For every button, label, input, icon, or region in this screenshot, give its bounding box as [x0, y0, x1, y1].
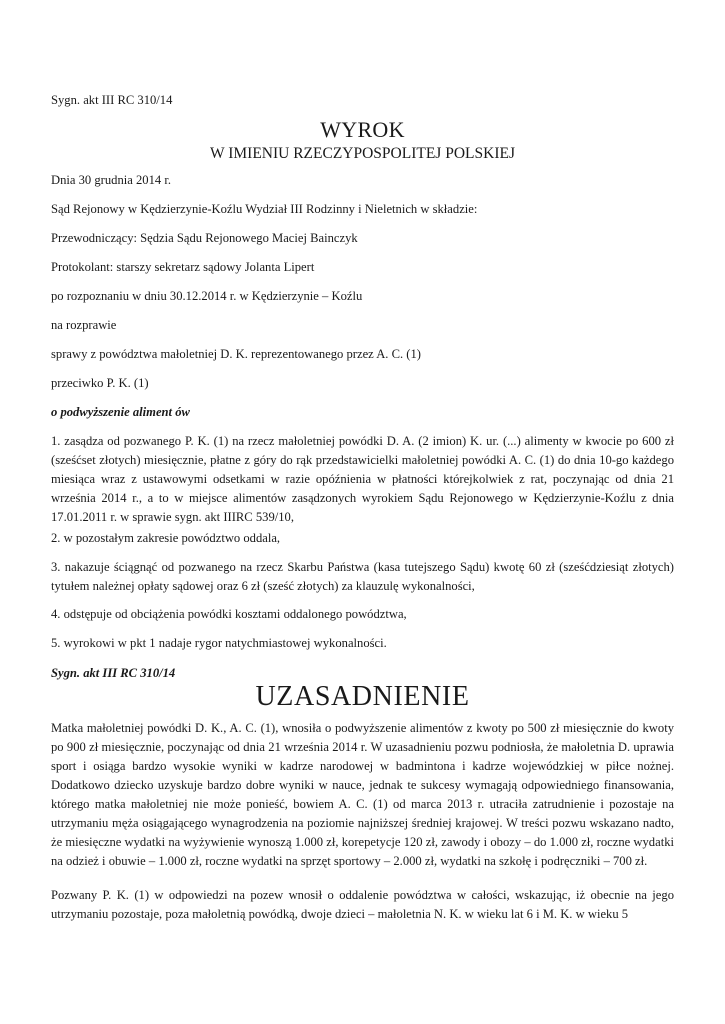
document-title: WYROK — [320, 117, 405, 142]
ruling-item-4: 4. odstępuje od obciążenia powódki kosztami oddalonego powództwa, — [51, 607, 407, 621]
case-reference-2: Sygn. akt III RC 310/14 — [51, 666, 176, 680]
case-line: sprawy z powództwa małoletniej D. K. reprezentowanego przez A. C. (1) — [51, 347, 421, 361]
date-line: Dnia 30 grudnia 2014 r. — [51, 173, 171, 187]
court-line: Sąd Rejonowy w Kędzierzynie-Koźlu Wydział III Rodzinny i Nieletnich w składzie: — [51, 202, 478, 216]
hearing-line: po rozpoznaniu w dniu 30.12.2014 r. w Kędzierzynie – Koźlu — [51, 289, 363, 303]
document-subtitle: W IMIENIU RZECZYPOSPOLITEJ POLSKIEJ — [210, 145, 515, 162]
ruling-item-5: 5. wyrokowi w pkt 1 nadaje rygor natychmiastowej wykonalności. — [51, 636, 387, 650]
justification-paragraph-2: Pozwany P. K. (1) w odpowiedzi na pozew wnosił o oddalenie powództwa w całości, wskazując, iż obecnie na jego utrzymaniu pozostaje, poza małoletnią powódką, dwoje dzieci – małoletnia N. K. w wieku lat 6 i M. K. w wieku 5 — [51, 888, 674, 921]
session-line: na rozprawie — [51, 318, 117, 332]
ruling-item-3: 3. nakazuje ściągnąć od pozwanego na rzecz Skarbu Państwa (kasa tutejszego Sądu) kwotę 60 zł (sześćdziesiąt złotych) tytułem należnej opłaty sądowej oraz 6 zł (sześć złotych) za klauzulę wykonalności, — [51, 560, 674, 593]
chair-line: Przewodniczący: Sędzia Sądu Rejonowego Maciej Bainczyk — [51, 231, 358, 245]
justification-title: UZASADNIENIE — [255, 681, 470, 712]
case-reference: Sygn. akt III RC 310/14 — [51, 93, 173, 107]
ruling-item-2: 2. w pozostałym zakresie powództwo oddala, — [51, 531, 281, 545]
ruling-item-1: 1. zasądza od pozwanego P. K. (1) na rzecz małoletniej powódki D. A. (2 imion) K. ur. (...) alimenty w kwocie po 600 zł (sześćset złotych) miesięcznie, płatne z góry do rąk przedstawicielki małoletniej powódki A. C. (1) do dnia 10-go każdego miesiąca wraz z ustawowymi odsetkami w razie opóźnienia w płatności którejkolwiek z rat, poczynając od dnia 21 września 2014 r., a to w miejsce alimentów zasądzonych wyrokiem Sądu Rejonowego w Kędzierzynie-Koźlu z dnia 17.01.2011 r. w sprawie sygn. akt IIIRC 539/10, — [51, 434, 674, 524]
clerk-line: Protokolant: starszy sekretarz sądowy Jolanta Lipert — [51, 260, 315, 274]
subject-line: o podwyższenie aliment ów — [51, 405, 190, 419]
against-line: przeciwko P. K. (1) — [51, 376, 149, 390]
justification-paragraph-1: Matka małoletniej powódki D. K., A. C. (1), wnosiła o podwyższenie alimentów z kwoty po 500 zł miesięcznie do kwoty po 900 zł miesięcznie, poczynając od dnia 21 września 2014 r. W uzasadnieniu pozwu podniosła, że małoletnia D. uprawia sport i osiąga bardzo wysokie wyniki w kadrze narodowej w badmintona i kadrze wojewódzkiej w piłce nożnej. Dodatkowo dziecko uzyskuje bardzo dobre wyniki w nauce, jednak te sukcesy wymagają odpowiedniego finansowania, którego matka małoletniej nie może ponieść, bowiem A. C. (1) od marca 2013 r. utraciła zatrudnienie i pozostaje na utrzymaniu męża osiągającego wynagrodzenia na poziomie najniższej średniej krajowej. W treści pozwu wskazano nadto, że miesięczne wydatki na wyżywienie wynoszą 1.000 zł, korepetycje 120 zł, zawody i obozy – do 1.000 zł, roczne wydatki na odzież i obuwie – 1.000 zł, roczne wydatki na sprzęt sportowy – 2.000 zł, wydatki na szkołę i podręczniki – 700 zł. — [51, 721, 674, 868]
